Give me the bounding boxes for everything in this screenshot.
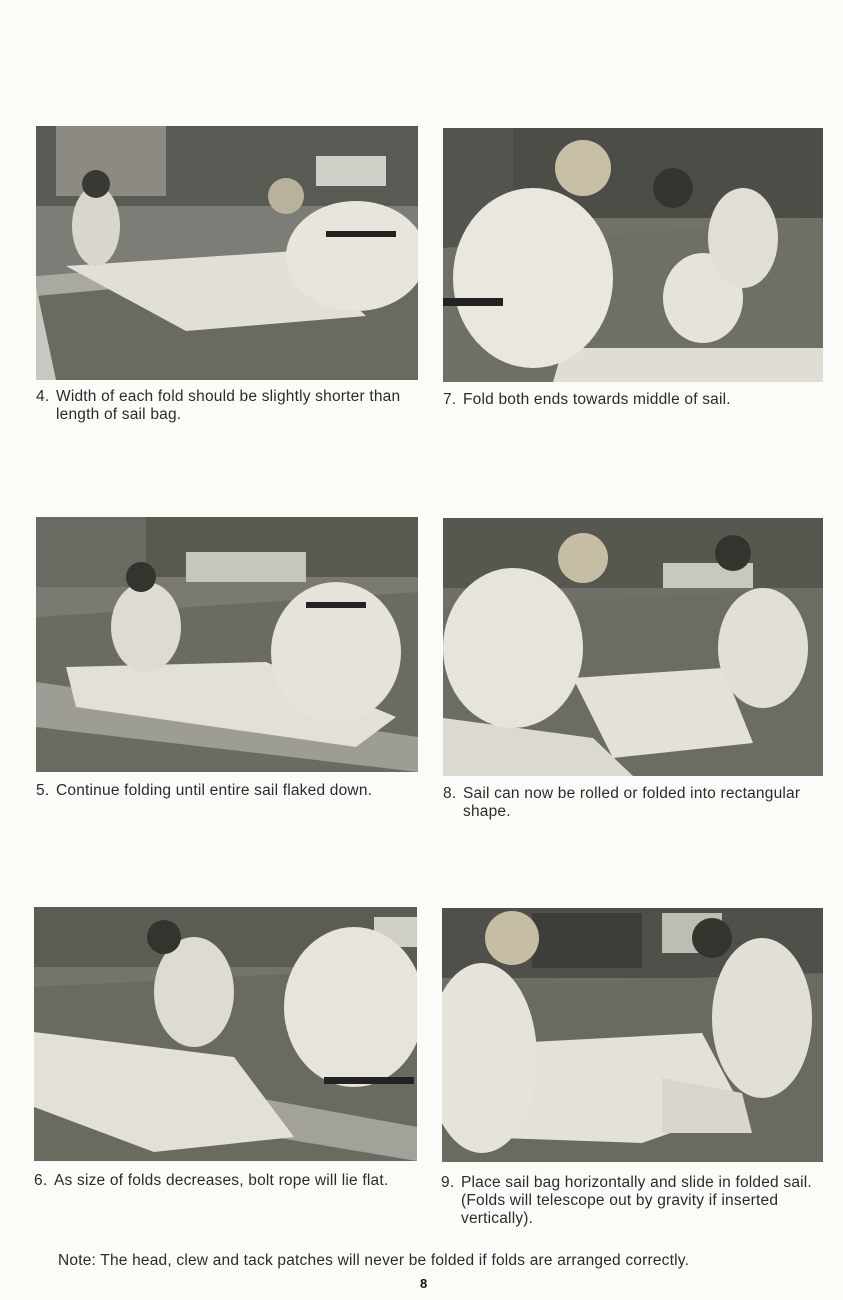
photo-step-8 [443,518,823,776]
caption-step-4 [36,388,426,424]
step-text: Sail can now be rolled or folded into rectangular shape. [463,785,801,820]
note-text: Note: The head, clew and tack patches will never be folded if folds are arranged correctly. [58,1252,690,1269]
step-number: 4. [36,388,50,405]
step-number: 7. [443,391,457,408]
photo-step-6 [34,907,417,1161]
caption-step-8 [443,785,823,821]
step-number: 8. [443,785,457,802]
step-number: 6. [34,1172,48,1189]
caption-step-5 [36,782,426,800]
photo-step-5 [36,517,418,772]
step-number: 5. [36,782,50,799]
step-text: Width of each fold should be slightly shorter than length of sail bag. [56,388,401,423]
photo-step-4 [36,126,418,380]
photo-step-7 [443,128,823,382]
step-text: Continue folding until entire sail flaked down. [56,782,373,799]
page-number: 8 [420,1276,428,1291]
step-text: Fold both ends towards middle of sail. [463,391,731,408]
caption-step-7 [443,391,823,409]
caption-step-9 [441,1174,833,1228]
step-text: As size of folds decreases, bolt rope will lie flat. [54,1172,389,1189]
caption-step-6 [34,1172,424,1190]
step-number: 9. [441,1174,455,1191]
photo-step-9 [442,908,823,1162]
step-text: Place sail bag horizontally and slide in folded sail. (Folds will telescope out by gravity if inserted vertically). [461,1174,812,1227]
